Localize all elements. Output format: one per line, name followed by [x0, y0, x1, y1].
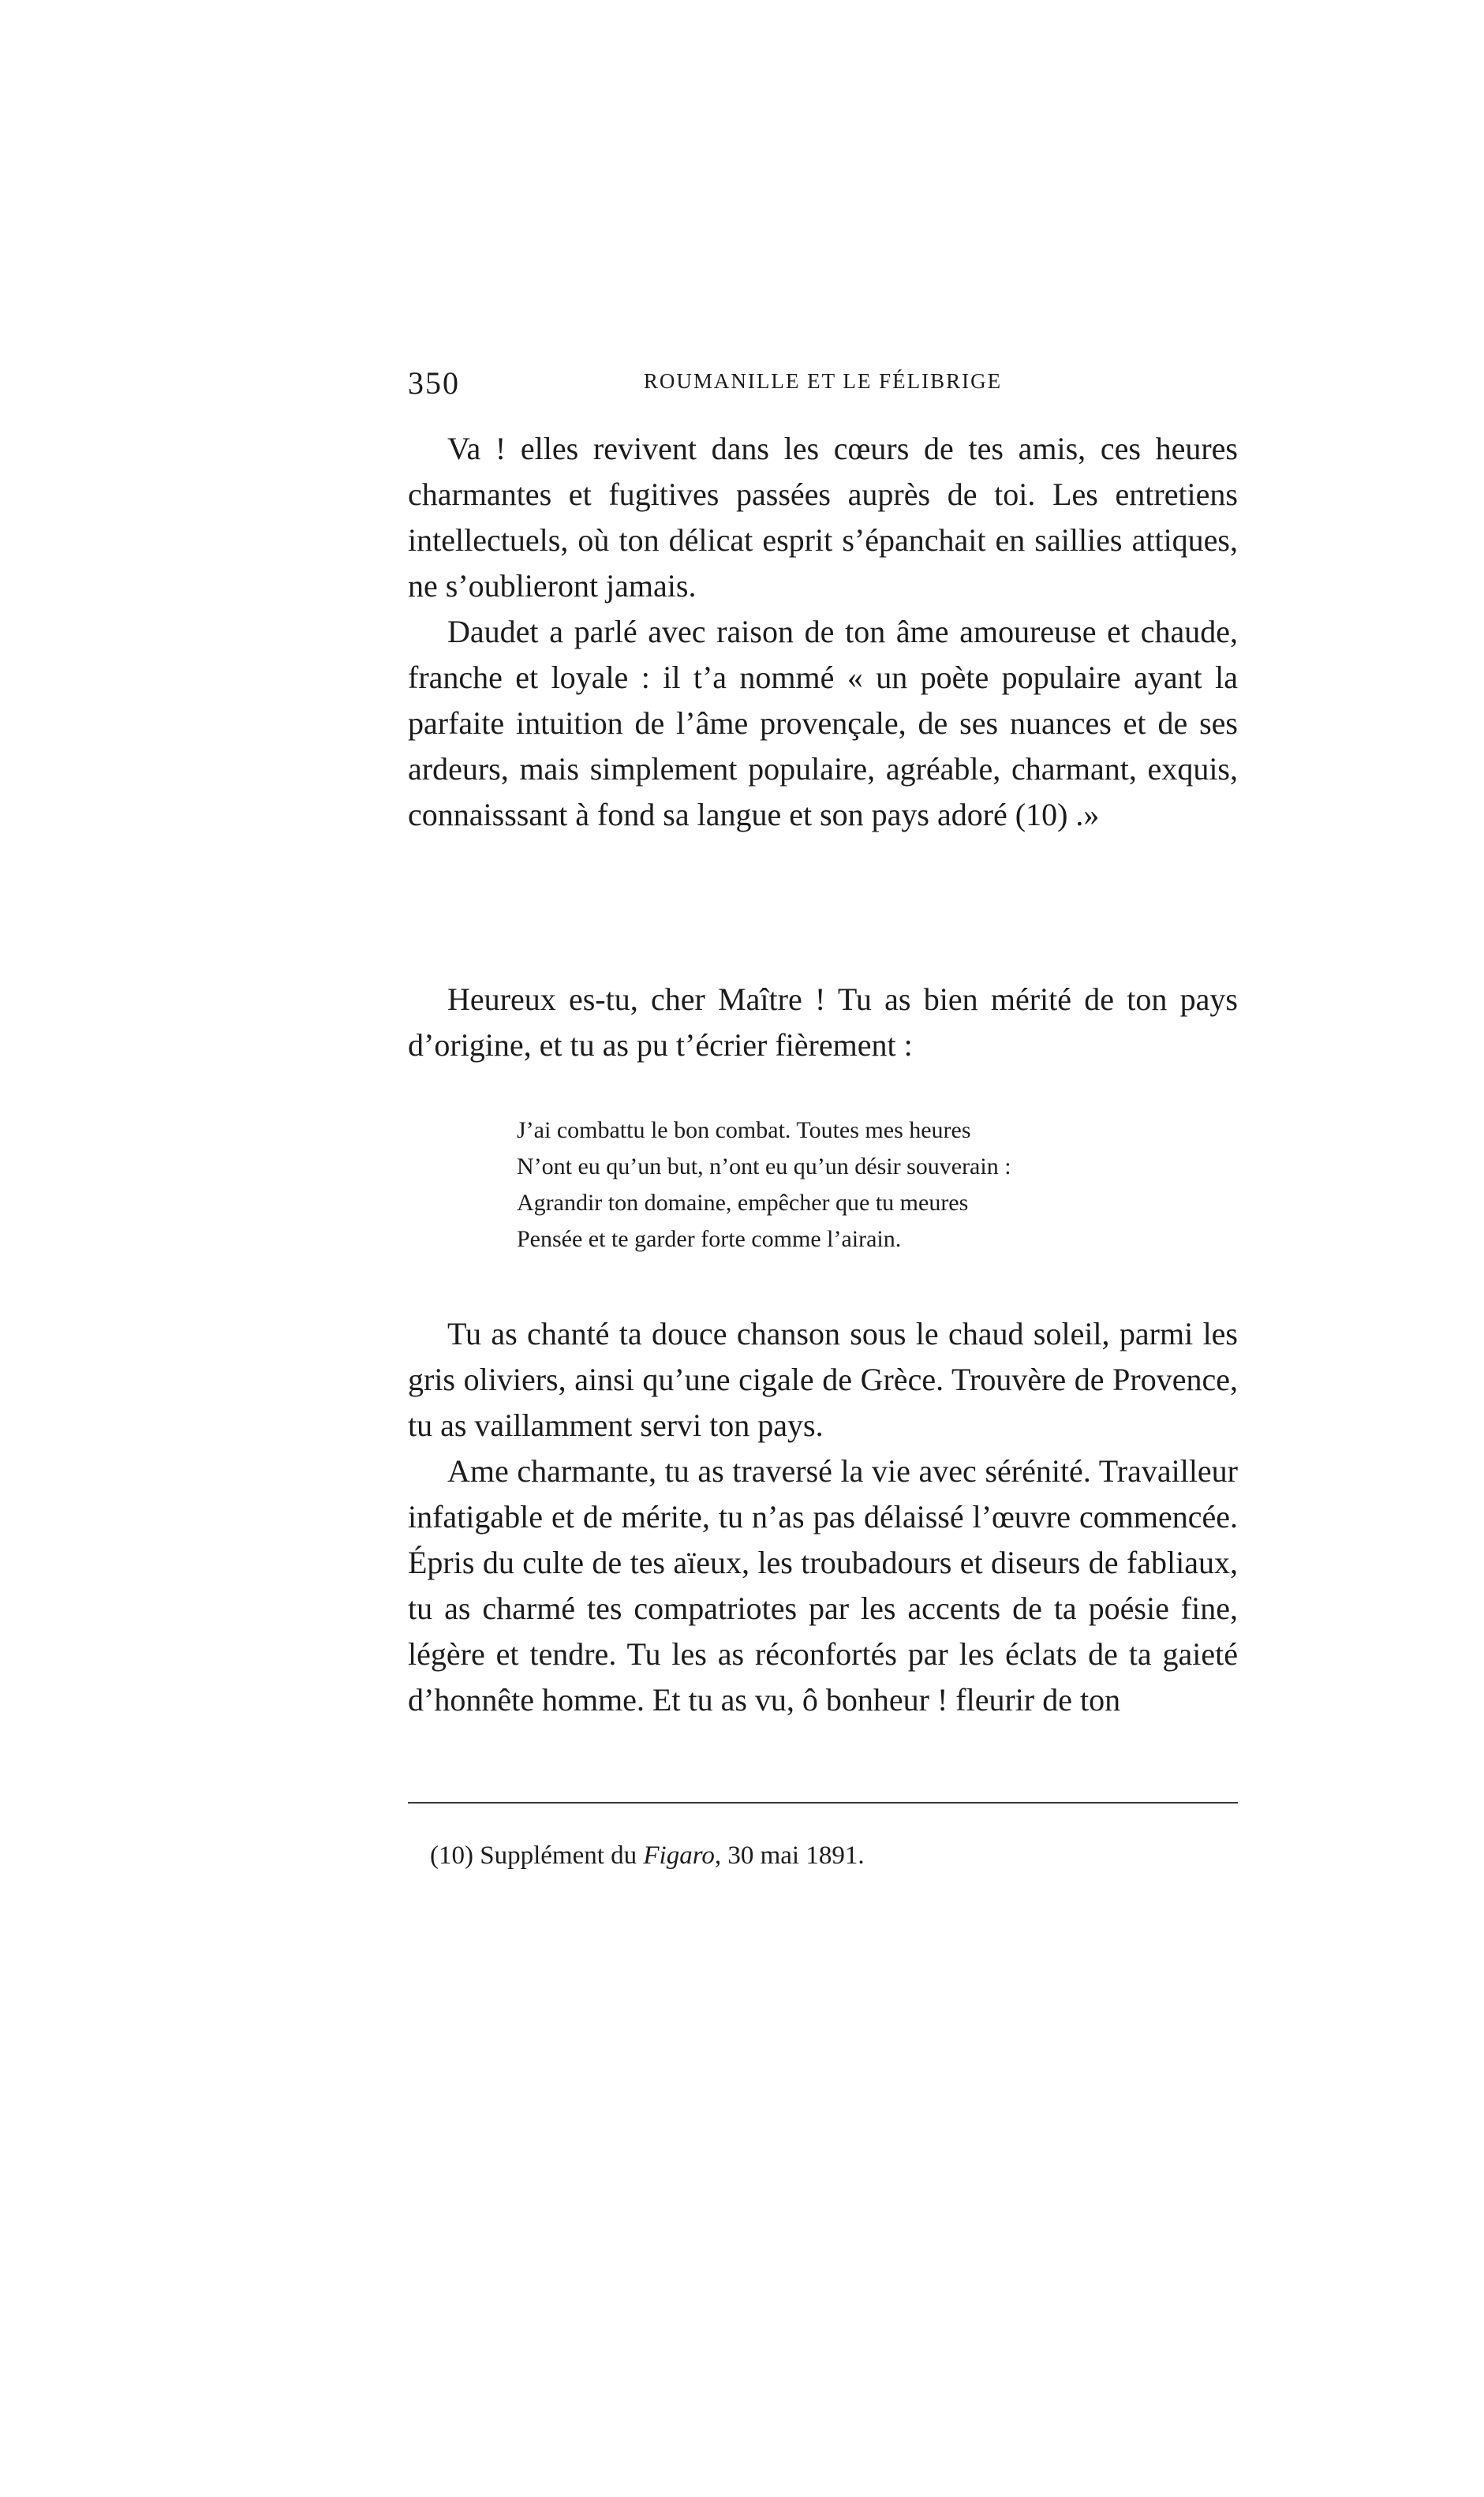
footnote	[430, 1838, 865, 1873]
verse-line: Agrandir ton domaine, empêcher que tu meures	[517, 1190, 969, 1216]
footnote-text: Supplément du	[480, 1841, 637, 1870]
text-block-top	[408, 426, 1238, 838]
paragraph: Ame charmante, tu as traversé la vie avec sérénité. Travailleur infatigable et de mérite, tu n’as pas délaissé l’œuvre commencée. Épris du culte de tes aïeux, les troubadours et diseurs de fabliaux, tu as charmé tes compatriotes par les accents de ta poésie fine, légère et tendre. Tu les as réconfortés par les éclats de ta gaieté d’honnête homme. Et tu as vu, ô bonheur ! fleurir de ton	[408, 1453, 1238, 1718]
page-number: 350	[408, 365, 460, 401]
footnote-number: (10)	[430, 1841, 473, 1870]
text-block-bottom	[408, 1311, 1238, 1723]
page-header	[408, 364, 1238, 402]
text-block-middle	[408, 977, 1238, 1068]
paragraph: Heureux es-tu, cher Maître ! Tu as bien mérité de ton pays d’origine, et tu as pu t’écrier fièrement :	[408, 981, 1238, 1063]
verse-line: Pensée et te garder forte comme l’airain.	[517, 1226, 902, 1252]
running-title: ROUMANILLE ET LE FÉLIBRIGE	[643, 369, 1003, 393]
paragraph: Va ! elles revivent dans les cœurs de tes amis, ces heures charmantes et fugitives passées auprès de toi. Les entretiens intellectuels, où ton délicat esprit s’épanchait en saillies attiques, ne s’oublieront jamais.	[408, 431, 1238, 604]
footnote-date: , 30 mai 1891.	[714, 1841, 865, 1870]
footnote-source: Figaro	[643, 1841, 715, 1870]
footnote-divider	[408, 1802, 1238, 1804]
paragraph: Daudet a parlé avec raison de ton âme amoureuse et chaude, franche et loyale : il t’a nommé « un poète populaire ayant la parfaite intuition de l’âme provençale, de ses nuances et de ses ardeurs, mais simplement populaire, agréable, charmant, exquis, connaisssant à fond sa langue et son pays adoré (10) .»	[408, 614, 1238, 832]
verse-line: N’ont eu qu’un but, n’ont eu qu’un désir souverain :	[517, 1153, 1011, 1179]
verse-line: J’ai combattu le bon combat. Toutes mes heures	[517, 1117, 971, 1143]
verse-quote	[517, 1112, 1011, 1258]
paragraph: Tu as chanté ta douce chanson sous le chaud soleil, parmi les gris oliviers, ainsi qu’une cigale de Grèce. Trouvère de Provence, tu as vaillamment servi ton pays.	[408, 1316, 1238, 1443]
